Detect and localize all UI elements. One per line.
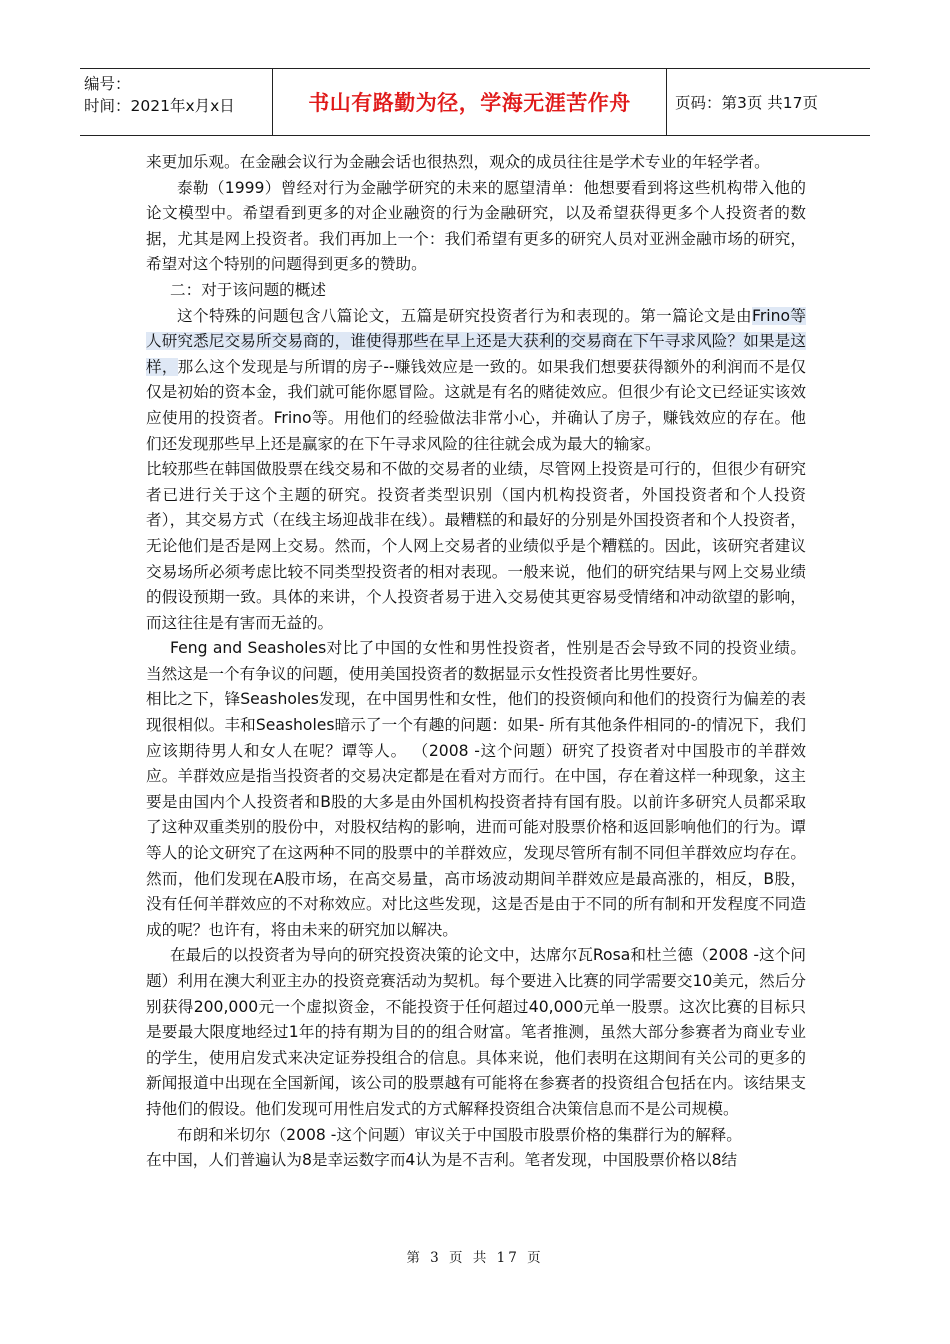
- paragraph: 泰勒（1999）曾经对行为金融学研究的未来的愿望清单：他想要看到将这些机构带入他的论文模型中。希望看到更多的对企业融资的行为金融研究，以及希望获得更多个人投资者的数据，尤其是网上投资者。我们再加上一个：我们希望有更多的研究人员对亚洲金融市场的研究，希望对这个特别的问题得到更多的赞助。: [146, 178, 806, 274]
- header-motto: 书山有路勤为径，学海无涯苦作舟: [273, 69, 667, 135]
- paragraph-text: 这个特殊的问题包含八篇论文，五篇是研究投资者行为和表现的。第一篇论文是由: [177, 306, 752, 325]
- page-footer: 第 3 页 共 17 页: [406, 1250, 544, 1266]
- paragraph: Feng and Seasholes对比了中国的女性和男性投资者，性别是否会导致不同的投资业绩。当然这是一个有争议的问题，使用美国投资者的数据显示女性投资者比男性要好。: [146, 639, 806, 683]
- paragraph: 来更加乐观。在金融会议行为金融会话也很热烈，观众的成员往往是学术专业的年轻学者。: [146, 153, 770, 171]
- paragraph: 相比之下，锋Seasholes发现，在中国男性和女性，他们的投资倾向和他们的投资行为偏差的表现很相似。丰和Seasholes暗示了一个有趣的问题：如果- 所有其他条件相同的-的情况下，我们应该期待男人和女人在呢？谭等人。 （2008 -这个问题）研究了投资者对中国股市的羊群效应。羊群效应是指当投资者的交易决定都是在看对方而行。在中国，存在着这样一种现象，这主要是由国内个人投资者和B股的大多是由外国机构投资者持有国有股。以前许多研究人员都采取了这种双重类别的股份中，对股权结构的影响，进而可能对股票价格和返回影响他们的行为。谭等人的论文研究了在这两种不同的股票中的羊群效应，发现尽管所有制不同但羊群效应均存在。然而，他们发现在A股市场，在高交易量，高市场波动期间羊群效应是最高涨的，相反，B股，没有任何羊群效应的不对称效应。对比这些发现，这是否是由于不同的所有制和开发程度不同造成的呢？也许有，将由未来的研究加以解决。: [146, 690, 806, 939]
- section-heading: 二：对于该问题的概述: [170, 280, 326, 299]
- paragraph: 在最后的以投资者为导向的研究投资决策的论文中，达席尔瓦Rosa和杜兰德（2008 -这个问题）利用在澳大利亚主办的投资竞赛活动为契机。每个要进入比赛的同学需要交10美元，然后分别获得200,000元一个虚拟资金，不能投资于任何超过40,000元单一股票。这次比赛的目标只是要最大限度地经过1年的持有期为目的的组合财富。笔者推测，虽然大部分参赛者为商业专业的学生，使用启发式来决定证券投组合的信息。具体来说，他们表明在这期间有关公司的更多的新闻报道中出现在全国新闻，该公司的股票越有可能将在参赛者的投资组合包括在内。该结果支持他们的假设。他们发现可用性启发式的方式解释投资组合决策信息而不是公司规模。: [146, 946, 806, 1118]
- highlighted-text: Frino等人研究悉尼交易所交易商的，谁使得那些在早上还是大获利的交易商在下午寻求风险？如果是这样，: [146, 306, 806, 376]
- document-body: [146, 150, 806, 1174]
- page-header: [80, 68, 870, 136]
- document-number-label: 编号：: [84, 75, 131, 93]
- paragraph: 比较那些在韩国做股票在线交易和不做的交易者的业绩，尽管网上投资是可行的，但很少有研究者已进行关于这个主题的研究。投资者类型识别（国内机构投资者，外国投资者和个人投资者），其交易方式（在线主场迎战非在线）。最糟糕的和最好的分别是外国投资者和个人投资者，无论他们是否是网上交易。然而，个人网上交易者的业绩似乎是个糟糕的。因此，该研究者建议交易场所必须考虑比较不同类型投资者的相对表现。一般来说，他们的研究结果与网上交易业绩的假设预期一致。具体的来讲，个人投资者易于进入交易使其更容易受情绪和冲动欲望的影响，而这往往是有害而无益的。: [146, 460, 806, 632]
- paragraph: 布朗和米切尔（2008 -这个问题）审议关于中国股市股票价格的集群行为的解释。: [177, 1125, 742, 1144]
- header-meta: [80, 69, 273, 135]
- paragraph: 在中国，人们普遍认为8是幸运数字而4认为是不吉利。笔者发现，中国股票价格以8结: [146, 1151, 738, 1170]
- paragraph: [146, 304, 806, 458]
- header-page-number: 页码：第3页 共17页: [675, 94, 819, 112]
- document-date-label: 时间：2021年x月x日: [84, 97, 235, 115]
- paragraph-text: 那么这个发现是与所谓的房子--赚钱效应是一致的。如果我们想要获得额外的利润而不是仅仅是初始的资本金，我们就可能你愿冒险。这就是有名的赌徒效应。但很少有论文已经证实该效应使用的投资者。Frino等。用他们的经验做法非常小心，并确认了房子，赚钱效应的存在。他们还发现那些早上还是赢家的在下午寻求风险的往往就会成为最大的输家。: [146, 357, 806, 453]
